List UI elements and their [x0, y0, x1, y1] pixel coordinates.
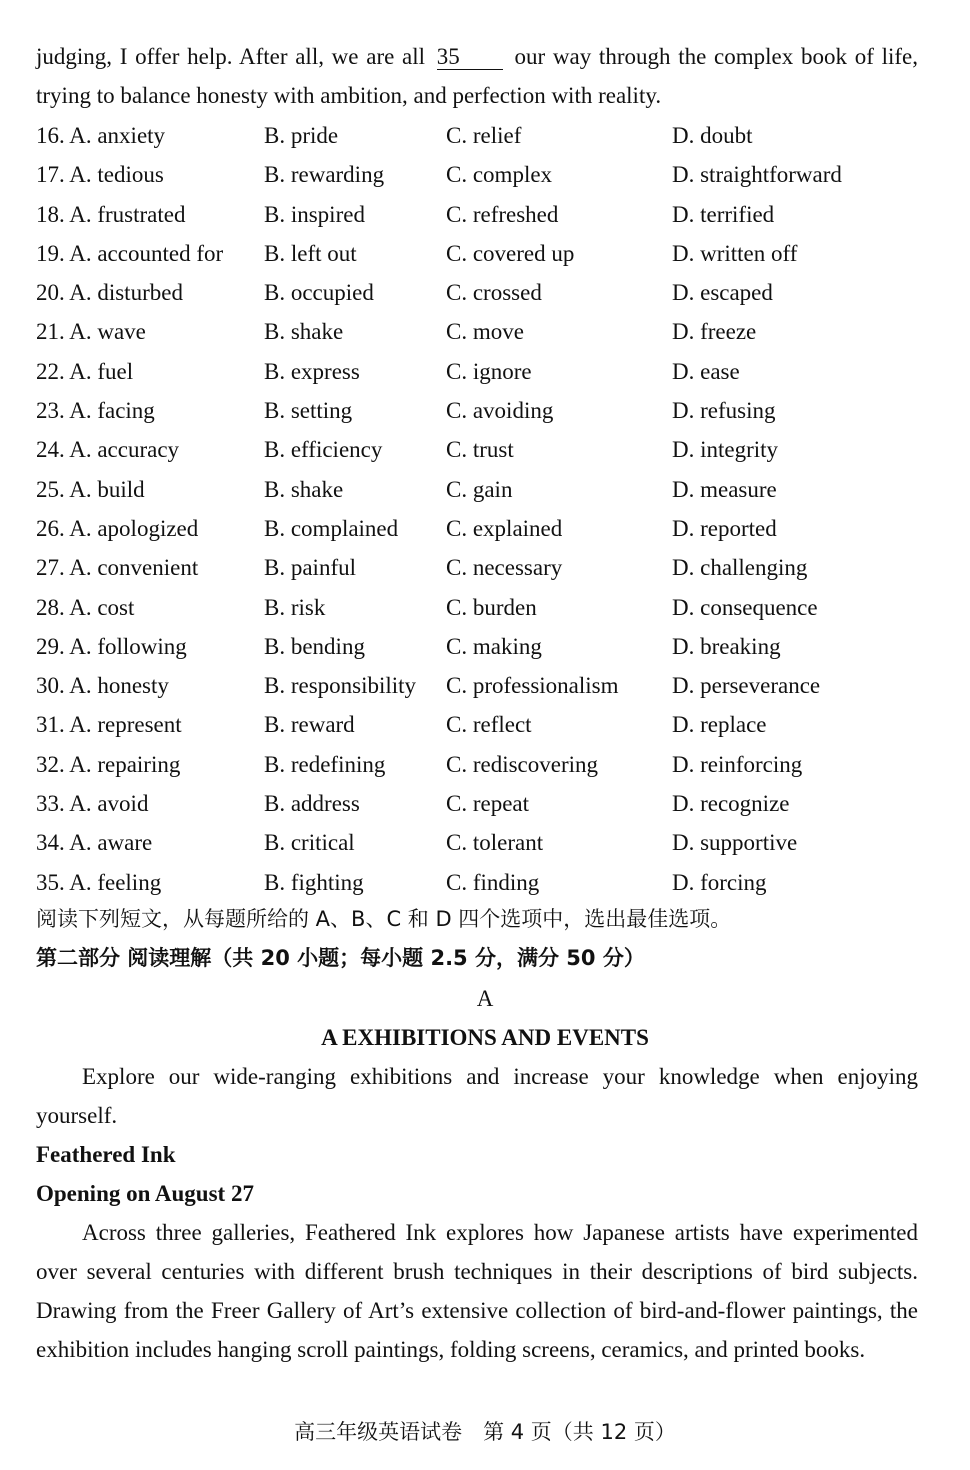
question-number: 28. [36, 594, 65, 620]
question-row [36, 391, 916, 430]
question-row [36, 588, 916, 627]
option-d: D. terrified [672, 201, 775, 227]
question-number-and-option-a [36, 509, 198, 548]
option-a: A. accuracy [69, 437, 180, 463]
question-number: 31. [36, 712, 65, 738]
option-b: B. critical [264, 830, 355, 856]
option-c: C. burden [446, 594, 537, 620]
option-d: D. ease [672, 358, 740, 384]
exhibit-name: Feathered Ink [36, 1142, 176, 1167]
option-b: B. complained [264, 515, 399, 541]
option-d: D. refusing [672, 398, 776, 424]
question-row [36, 627, 916, 666]
question-row [36, 705, 916, 744]
option-d: D. doubt [672, 123, 753, 148]
option-a: A. convenient [69, 555, 199, 581]
option-d: D. perseverance [672, 673, 821, 699]
reading-instruction: 阅读下列短文，从每题所给的 A、B、C 和 D 四个选项中，选出最佳选项。 [36, 907, 732, 931]
option-c: C. professionalism [446, 673, 619, 699]
option-a: A. repairing [69, 751, 181, 777]
option-c: C. finding [446, 869, 540, 895]
option-b: B. fighting [264, 869, 364, 895]
option-d: D. recognize [672, 791, 790, 817]
option-d: D. reported [672, 515, 777, 541]
passage-line-2: trying to balance honesty with ambition, and perfection with reality. [36, 83, 662, 108]
option-c: C. explained [446, 515, 563, 541]
exhibit-line-4: exhibition includes hanging scroll paintings, folding screens, ceramics, and printed books. [36, 1337, 866, 1362]
page-footer: 高三年级英语试卷 第 4 页（共 12 页） [294, 1420, 676, 1444]
question-number: 29. [36, 633, 65, 659]
option-b: B. shake [264, 319, 344, 345]
option-a: A. represent [69, 712, 182, 738]
exhibit-line-2: over several centuries with different brush techniques in their descriptions of bird subjects. [36, 1259, 918, 1284]
option-b: B. redefining [264, 751, 386, 777]
question-number-and-option-a [36, 745, 180, 784]
option-d: D. written off [672, 240, 798, 266]
option-a: A. honesty [69, 673, 169, 699]
exhibit-line-1: Across three galleries, Feathered Ink explores how Japanese artists have experimented [82, 1220, 918, 1245]
option-c: C. tolerant [446, 830, 544, 856]
question-row [36, 273, 916, 312]
exhibit-line-3: Drawing from the Freer Gallery of Art’s extensive collection of bird-and-flower paintings, the [36, 1298, 918, 1323]
option-a: A. disturbed [69, 280, 183, 306]
option-a: A. cost [69, 594, 135, 620]
question-row [36, 195, 916, 234]
question-row [36, 863, 916, 902]
option-a: A. anxiety [69, 123, 166, 148]
question-number-and-option-a [36, 705, 182, 744]
option-a: A. following [69, 633, 187, 659]
option-b: B. address [264, 791, 360, 817]
question-number-and-option-a [36, 627, 187, 666]
question-number: 24. [36, 437, 65, 463]
question-row [36, 430, 916, 469]
question-number-and-option-a [36, 155, 164, 194]
option-b: B. bending [264, 633, 365, 659]
option-a: A. feeling [69, 869, 162, 895]
question-number: 35. [36, 869, 65, 895]
question-number-and-option-a [36, 312, 146, 351]
passage-text-after-blank: our way through the complex book of life, [514, 44, 918, 69]
question-row [36, 784, 916, 823]
option-a: A. fuel [69, 358, 134, 384]
option-b: B. reward [264, 712, 355, 738]
question-number-and-option-a [36, 863, 161, 902]
option-a: A. tedious [69, 162, 164, 188]
question-row [36, 823, 916, 862]
question-number: 33. [36, 791, 65, 817]
option-b: B. occupied [264, 280, 374, 306]
option-a: A. apologized [69, 515, 199, 541]
question-number: 18. [36, 201, 65, 227]
question-row [36, 470, 916, 509]
option-d: D. supportive [672, 830, 798, 856]
option-a: A. wave [69, 319, 146, 345]
option-d: D. consequence [672, 594, 818, 620]
question-number-and-option-a [36, 234, 223, 273]
option-a: A. aware [69, 830, 153, 856]
option-c: C. crossed [446, 280, 542, 306]
question-row [36, 234, 916, 273]
option-b: B. rewarding [264, 162, 385, 188]
option-b: B. painful [264, 555, 356, 581]
question-number: 26. [36, 515, 65, 541]
option-c: C. refreshed [446, 201, 559, 227]
question-number-and-option-a [36, 548, 198, 587]
question-number: 34. [36, 830, 65, 856]
option-c: C. trust [446, 437, 514, 463]
section-title: A EXHIBITIONS AND EVENTS [321, 1025, 649, 1050]
option-d: D. challenging [672, 555, 808, 581]
option-b: B. express [264, 358, 360, 384]
option-a: A. frustrated [69, 201, 186, 227]
option-c: C. making [446, 633, 542, 659]
question-number: 22. [36, 358, 65, 384]
passage-text-before-blank: judging, I offer help. After all, we are all [36, 44, 426, 69]
question-number: 20. [36, 280, 65, 306]
question-number: 32. [36, 751, 65, 777]
question-number: 16. [36, 123, 65, 148]
question-number-and-option-a [36, 195, 185, 234]
question-number: 25. [36, 476, 65, 502]
question-row [36, 116, 916, 155]
question-number-and-option-a [36, 470, 145, 509]
exhibit-opening: Opening on August 27 [36, 1181, 254, 1206]
answer-blank: 35 [437, 45, 503, 70]
option-d: D. reinforcing [672, 751, 803, 777]
question-row [36, 352, 916, 391]
question-number: 23. [36, 398, 65, 424]
cloze-options-list [36, 116, 916, 902]
option-b: B. pride [264, 123, 339, 148]
option-c: C. complex [446, 162, 553, 188]
option-b: B. shake [264, 476, 344, 502]
option-c: C. ignore [446, 358, 532, 384]
option-c: C. gain [446, 476, 513, 502]
option-d: D. freeze [672, 319, 757, 345]
option-b: B. efficiency [264, 437, 383, 463]
option-d: D. integrity [672, 437, 779, 463]
option-c: C. move [446, 319, 524, 345]
question-row [36, 312, 916, 351]
option-d: D. replace [672, 712, 767, 738]
option-c: C. relief [446, 123, 522, 148]
option-c: C. rediscovering [446, 751, 599, 777]
option-c: C. necessary [446, 555, 563, 581]
option-b: B. responsibility [264, 673, 417, 699]
question-number-and-option-a [36, 391, 155, 430]
option-a: A. avoid [69, 791, 149, 817]
option-b: B. left out [264, 240, 357, 266]
question-number: 27. [36, 555, 65, 581]
question-number-and-option-a [36, 273, 183, 312]
option-a: A. accounted for [69, 240, 224, 266]
question-number: 21. [36, 319, 65, 345]
option-b: B. setting [264, 398, 353, 424]
intro-line-2: yourself. [36, 1103, 118, 1128]
question-row [36, 155, 916, 194]
intro-line-1: Explore our wide-ranging exhibitions and increase your knowledge when enjoying [82, 1064, 918, 1089]
question-number-and-option-a [36, 823, 152, 862]
question-number-and-option-a [36, 588, 134, 627]
option-d: D. forcing [672, 869, 767, 895]
option-d: D. straightforward [672, 162, 842, 188]
question-number-and-option-a [36, 352, 133, 391]
question-number-and-option-a [36, 430, 179, 469]
question-number: 30. [36, 673, 65, 699]
option-c: C. reflect [446, 712, 532, 738]
part-two-heading: 第二部分 阅读理解（共 20 小题；每小题 2.5 分，满分 50 分） [36, 946, 645, 970]
question-row [36, 509, 916, 548]
option-c: C. repeat [446, 791, 530, 817]
option-a: A. build [69, 476, 145, 502]
passage-line-1 [36, 42, 918, 72]
question-number-and-option-a [36, 116, 165, 155]
question-number-and-option-a [36, 666, 169, 705]
option-d: D. escaped [672, 280, 773, 306]
option-b: B. risk [264, 594, 326, 620]
question-row [36, 666, 916, 705]
question-number-and-option-a [36, 784, 148, 823]
option-c: C. covered up [446, 240, 575, 266]
question-number: 19. [36, 240, 65, 266]
question-row [36, 745, 916, 784]
option-c: C. avoiding [446, 398, 554, 424]
question-row [36, 548, 916, 587]
option-d: D. breaking [672, 633, 781, 659]
section-letter: A [476, 986, 494, 1011]
question-number: 17. [36, 162, 65, 188]
option-a: A. facing [69, 398, 155, 424]
option-d: D. measure [672, 476, 777, 502]
option-b: B. inspired [264, 201, 365, 227]
